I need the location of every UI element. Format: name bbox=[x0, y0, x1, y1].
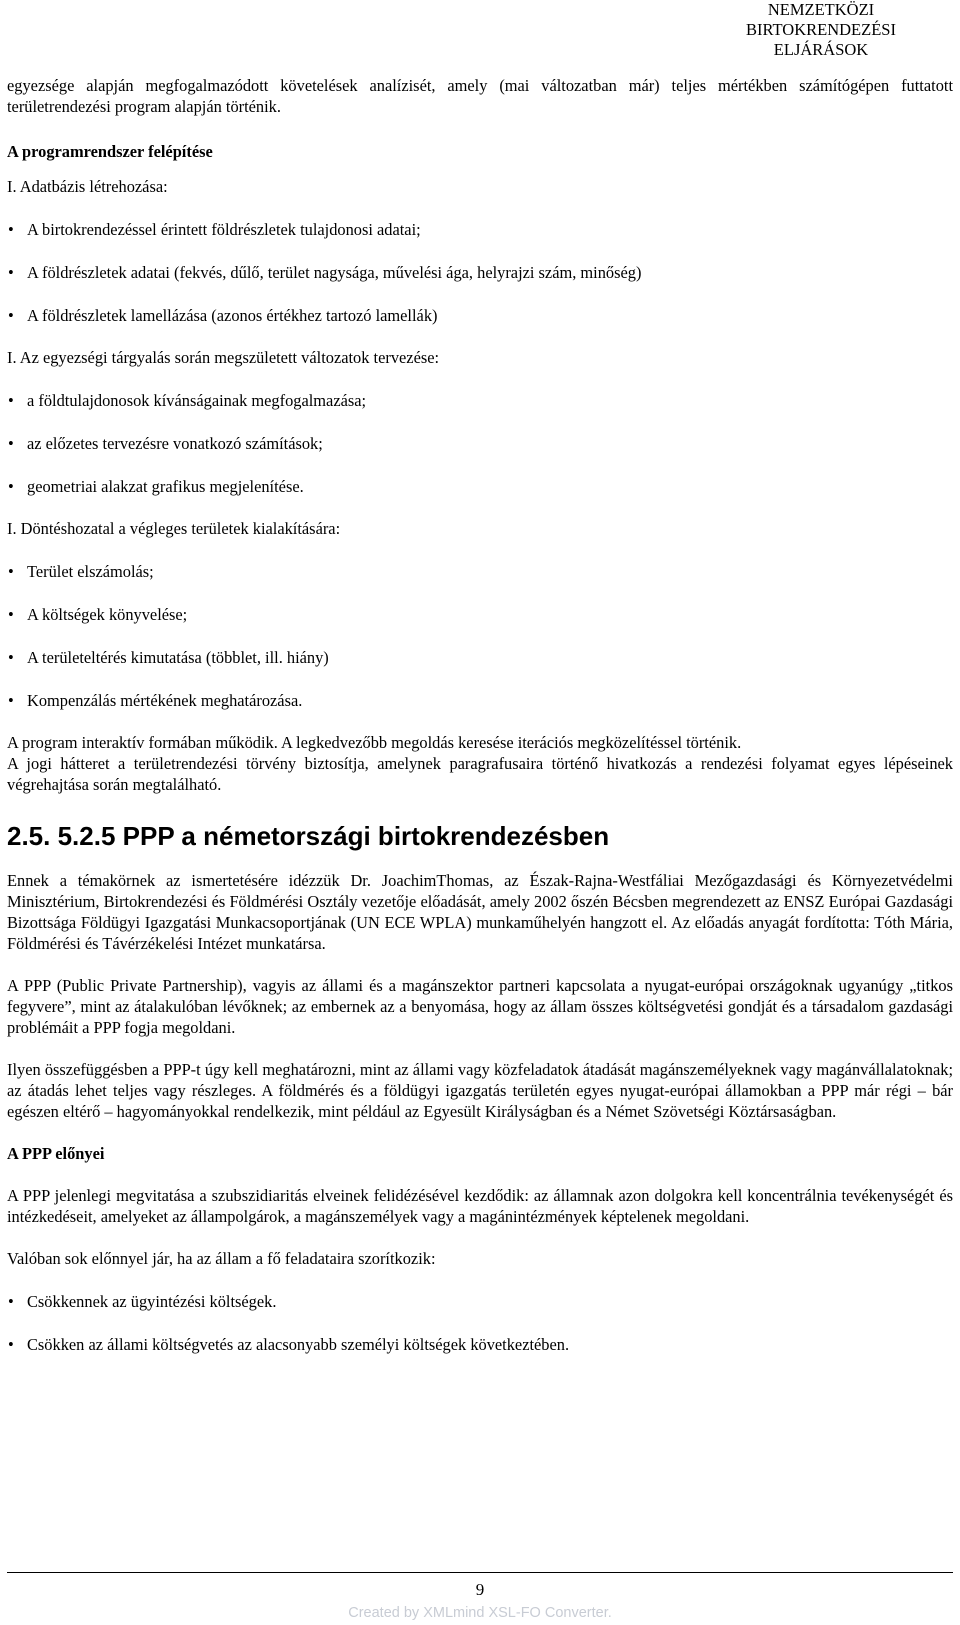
section1-item-2: • A földrészletek adatai (fekvés, dűlő, terület nagysága, művelési ága, helyrajzi szám, minőség) bbox=[7, 262, 953, 283]
header-line-1: NEMZETKÖZI bbox=[767, 0, 875, 19]
ppp-paragraph-2: A PPP (Public Private Partnership), vagyis az állami és a magánszektor partneri kapcsolata a nyugat-európai országoknak ugyanúgy „titkos fegyvere”, mint az átalakulóban lévőknek; az embernek az a benyomása, hogy az állam összes költségvetési gondját és a társadalom gazdasági problémáit a PPP fogja megoldani. bbox=[7, 976, 953, 1037]
section2-title: I. Az egyezségi tárgyalás során megszületett változatok tervezése: bbox=[7, 348, 440, 367]
section3-item-2: • A költségek könyvelése; bbox=[7, 604, 953, 625]
section3-item-3: • A területeltérés kimutatása (többlet, ill. hiány) bbox=[7, 647, 953, 668]
section2-item-2: • az előzetes tervezésre vonatkozó számítások; bbox=[7, 433, 953, 454]
intro-paragraph: egyezsége alapján megfogalmazódott követelések analízisét, amely (mai változatban már) teljes mértékben számítógépen futtatott területrendezési program alapján történik. bbox=[7, 76, 953, 116]
footer-divider bbox=[7, 1572, 953, 1573]
program-legal-text: A jogi hátteret a területrendezési törvény biztosítja, amelynek paragrafusaira történő hivatkozás a rendezési folyamat egyes lépéseinek végrehajtása során megtalálható. bbox=[7, 754, 953, 794]
header-line-2: BIRTOKRENDEZÉSI bbox=[746, 20, 896, 39]
advantages-item-1: • Csökkennek az ügyintézési költségek. bbox=[7, 1291, 953, 1312]
document-page bbox=[7, 0, 953, 1625]
section-heading: 2.5. 5.2.5 PPP a németországi birtokrendezésben bbox=[7, 821, 610, 851]
section1-item-3: • A földrészletek lamellázása (azonos értékhez tartozó lamellák) bbox=[7, 305, 953, 326]
section1-item-1: • A birtokrendezéssel érintett földrészletek tulajdonosi adatai; bbox=[7, 219, 953, 240]
generator-watermark: Created by XMLmind XSL-FO Converter. bbox=[348, 1605, 612, 1621]
running-header bbox=[711, 0, 931, 60]
advantages-paragraph-2: Valóban sok előnnyel jár, ha az állam a fő feladataira szorítkozik: bbox=[7, 1249, 436, 1268]
advantages-item-2: • Csökken az állami költségvetés az alacsonyabb személyi költségek következtében. bbox=[7, 1334, 953, 1355]
advantages-heading: A PPP előnyei bbox=[7, 1144, 105, 1163]
ppp-paragraph-3: Ilyen összefüggésben a PPP-t úgy kell meghatározni, mint az állami vagy közfeladatok átadását magánszemélyeknek vagy magánvállalatoknak; az átadás lehet teljes vagy részleges. A földmérés és a földügyi igazgatás területén egyes nyugat-európai államokban a PPP már régi – bár egészen eltérő – hagyományokkal rendelkezik, mint például az Egyesült Királyságban és a Német Szövetségi Köztársaságban. bbox=[7, 1060, 953, 1121]
program-heading: A programrendszer felépítése bbox=[7, 142, 213, 161]
page-content bbox=[7, 75, 953, 1355]
section3-title: I. Döntéshozatal a végleges területek kialakítására: bbox=[7, 519, 341, 538]
header-line-3: ELJÁRÁSOK bbox=[773, 40, 869, 59]
section3-item-1: • Terület elszámolás; bbox=[7, 561, 953, 582]
page-number: 9 bbox=[475, 1580, 485, 1599]
section3-item-4: • Kompenzálás mértékének meghatározása. bbox=[7, 690, 953, 711]
ppp-paragraph-1: Ennek a témakörnek az ismertetésére idézzük Dr. JoachimThomas, az Észak-Rajna-Westfáliai Mezőgazdasági és Környezetvédelmi Minisztérium, Birtokrendezési és Földmérési Osztály vezetője előadását, amely 2002 őszén Bécsben megrendezett az ENSZ Európai Gazdasági Bizottsága Földügyi Igazgatási Munkacsoportjának (UN ECE WPLA) munkaműhelyén hangzott el. Az előadás anyagát fordította: Tóth Mária, Földmérési és Távérzékelési Intézet munkatársa. bbox=[7, 871, 953, 953]
section2-item-1: • a földtulajdonosok kívánságainak megfogalmazása; bbox=[7, 390, 953, 411]
advantages-paragraph-1: A PPP jelenlegi megvitatása a szubszidiaritás elveinek felidézésével kezdődik: az államnak azon dolgokra kell koncentrálnia tevékenységét és intézkedéseit, amelyeket az állampolgárok, a magánszemélyek vagy a magánintézmények képtelenek megoldani. bbox=[7, 1186, 953, 1226]
section2-item-3: • geometriai alakzat grafikus megjelenítése. bbox=[7, 476, 953, 497]
section1-title: I. Adatbázis létrehozása: bbox=[7, 177, 168, 196]
program-interactive-text: A program interaktív formában működik. A legkedvezőbb megoldás keresése iterációs megközelítéssel történik. bbox=[7, 733, 742, 752]
